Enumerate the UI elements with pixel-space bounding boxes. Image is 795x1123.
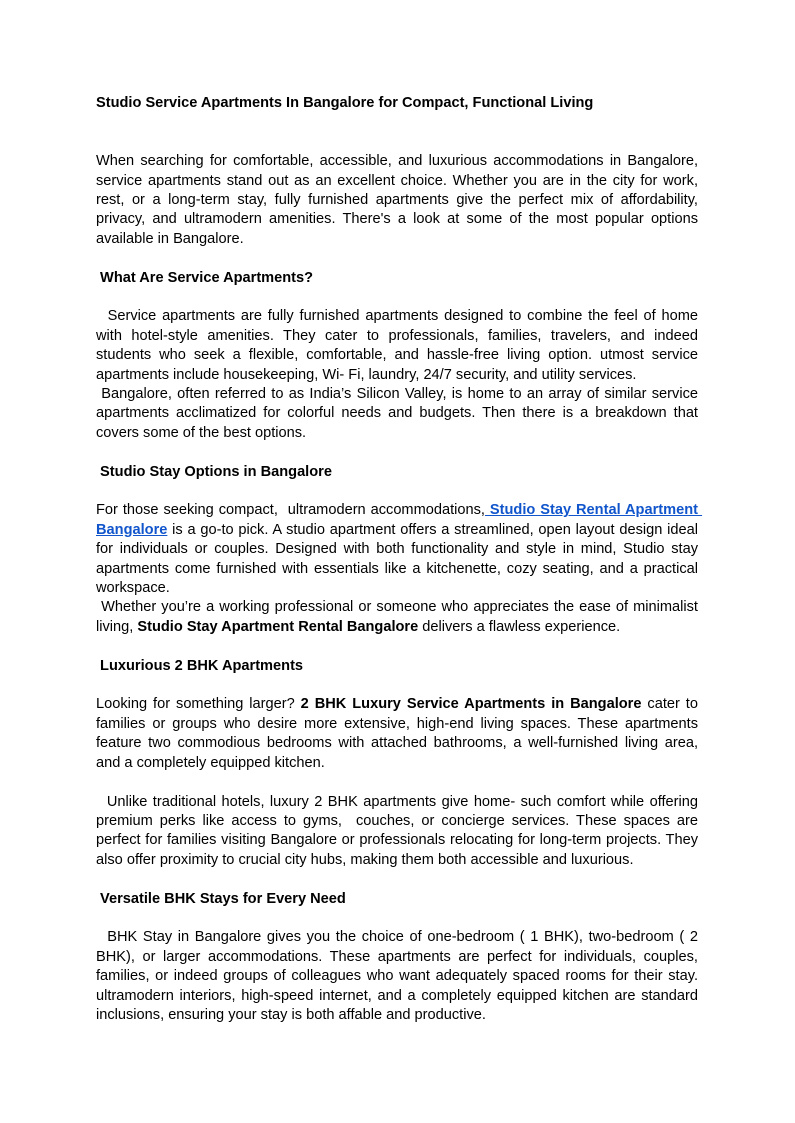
luxury-p1-bold: 2 BHK Luxury Service Apartments in Bangalore bbox=[300, 696, 642, 713]
heading-versatile-bhk: Versatile BHK Stays for Every Need bbox=[96, 890, 346, 907]
document-title: Studio Service Apartments In Bangalore for Compact, Functional Living bbox=[96, 95, 594, 111]
heading-what-are-service-apartments: What Are Service Apartments? bbox=[96, 269, 314, 286]
studio-stay-rental-link[interactable]: Studio Stay Rental Apartment Bangalore bbox=[96, 502, 703, 538]
bhk-stay-paragraph: BHK Stay in Bangalore gives you the choice of one-bedroom ( 1 BHK), two-bedroom ( 2 BHK), or larger accommodations. These apartments are perfect for individuals, couples, families, or indeed groups of colleagues who want adequately spaced rooms for their stay. ultramodern interiors, high-speed internet, and a completely equipped kitchen are standard inclusions, ensuring your stay is both affable and productive. bbox=[96, 929, 703, 1023]
service-apartments-paragraph: Service apartments are fully furnished apartments designed to combine the feel of home with hotel-style amenities. They cater to professionals, families, travelers, and indeed students who seek a flexible, comfortable, and hassle-free living option. utmost service apartments include housekeeping, Wi- Fi, laundry, 24/7 security, and utility services. bbox=[96, 308, 703, 383]
luxury-p1-before: Looking for something larger? bbox=[96, 696, 301, 713]
studio-p2-bold: Studio Stay Apartment Rental Bangalore bbox=[137, 618, 419, 635]
luxury-p1-after: cater to families or groups who desire more extensive, high-end living spaces. These apartments feature two commodious bedrooms with attached bathrooms, a well-furnished living area, and a completely equipped kitchen. bbox=[96, 696, 703, 771]
studio-text-before-link: For those seeking compact, ultramodern accommodations, bbox=[96, 502, 485, 519]
studio-professional-paragraph bbox=[96, 598, 703, 637]
heading-luxurious-2bhk: Luxurious 2 BHK Apartments bbox=[96, 657, 304, 674]
intro-paragraph: When searching for comfortable, accessible, and luxurious accommodations in Bangalore, service apartments stand out as an excellent choice. Whether you are in the city for work, rest, or a long-term stay, fully furnished apartments give the perfect mix of affordability, privacy, and ultramodern amenities. There's a look at some of the most popular options available in Bangalore. bbox=[96, 153, 703, 247]
luxury-2bhk-paragraph bbox=[96, 695, 703, 773]
studio-p2-after: delivers a flawless experience. bbox=[418, 618, 621, 635]
studio-p2-before: Whether you’re a working professional or someone who appreciates the ease of minimalist living, bbox=[96, 599, 703, 635]
luxury-hotels-paragraph: Unlike traditional hotels, luxury 2 BHK apartments give home- such comfort while offering premium perks like access to gyms, couches, or concierge services. These spaces are perfect for families visiting Bangalore or professionals relocating for long-term projects. They also offer proximity to crucial city hubs, making them both accessible and luxurious. bbox=[96, 793, 703, 868]
studio-text-after-link: is a go-to pick. A studio apartment offers a streamlined, open layout design ideal for individuals or couples. Designed with both functionality and style in mind, Studio stay apartments come furnished with essentials like a kitchenette, cozy seating, and a practical workspace. bbox=[96, 521, 703, 597]
document-content bbox=[96, 94, 703, 1025]
studio-stay-paragraph bbox=[96, 501, 703, 598]
bangalore-paragraph: Bangalore, often referred to as India’s Silicon Valley, is home to an array of similar service apartments acclimatized for colorful needs and budgets. Then there is a breakdown that covers some of the best options. bbox=[96, 386, 703, 441]
heading-studio-stay-options: Studio Stay Options in Bangalore bbox=[96, 463, 332, 480]
